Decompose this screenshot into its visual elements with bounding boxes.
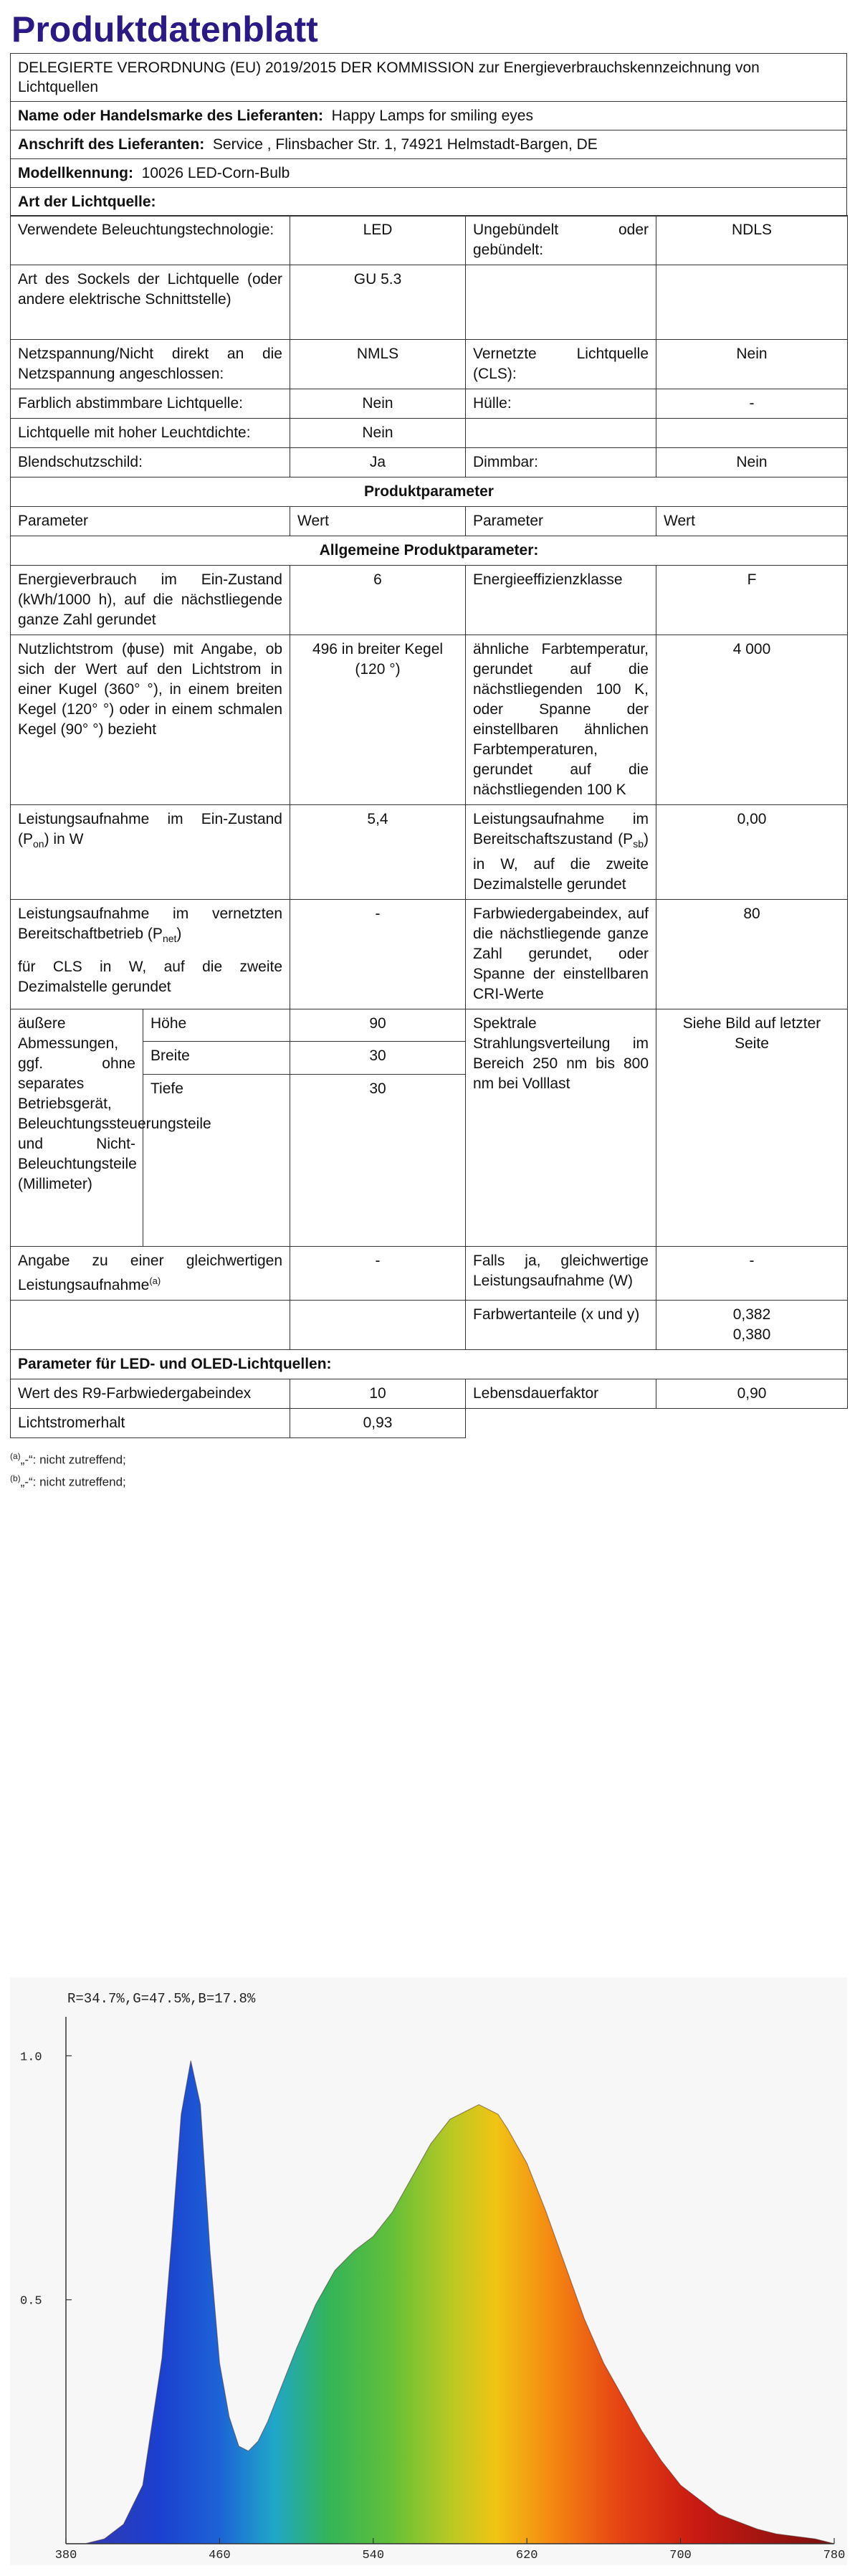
eff-class-value: F: [656, 566, 848, 635]
column-header-parameter: Parameter: [11, 507, 290, 536]
footnote-a-marker: (a): [10, 1450, 21, 1461]
x-tick-label: 700: [669, 2549, 692, 2562]
table-row: [11, 216, 848, 265]
dimmable-label: Dimmbar:: [466, 448, 656, 477]
table-row: [11, 389, 848, 419]
footnote-a: [10, 1447, 847, 1470]
pnet-value: -: [290, 899, 466, 1009]
flux-label: Nutzlichtstrom (ϕuse) mit Angabe, ob sich der Wert auf den Lichtstrom in einer Kugel (360° °), in einem breiten Kegel (120° °) oder in einem schmalen Kegel (90° °) bezieht: [11, 635, 290, 805]
equiv-label: [11, 1246, 290, 1300]
empty-cell: [290, 1300, 466, 1349]
footnote-b: [10, 1469, 847, 1492]
high-luminance-label: Lichtquelle mit hoher Leuchtdichte:: [11, 419, 290, 448]
pon-value: 5,4: [290, 805, 466, 899]
maintenance-label: Lichtstromerhalt: [11, 1408, 290, 1437]
socket-value: GU 5.3: [290, 265, 466, 340]
psb-label-text: Leistungsaufnahme im Bereitschaftszustand (P: [473, 811, 649, 848]
colour-tunable-label: Farblich abstimmbare Lichtquelle:: [11, 389, 290, 419]
model-label: Modellkennung:: [18, 165, 133, 181]
equiv-value: -: [290, 1246, 466, 1300]
width-label: Breite: [143, 1042, 290, 1075]
light-source-type-heading: Art der Lichtquelle:: [11, 187, 846, 216]
energy-value: 6: [290, 566, 466, 635]
page-title: Produktdatenblatt: [11, 9, 318, 49]
supplier-address-label: Anschrift des Lieferanten:: [18, 136, 205, 153]
maintenance-value: 0,93: [290, 1408, 466, 1437]
depth-value: 30: [290, 1074, 466, 1246]
eff-class-label: Energieeffizienzklasse: [466, 566, 656, 635]
equiv-if-yes-value: -: [656, 1246, 848, 1300]
mains-value: NMLS: [290, 340, 466, 389]
psb-label-end: ) in W, auf die zweite Dezimalstelle gerundet: [473, 831, 649, 893]
table-row: [11, 1300, 848, 1349]
socket-label: Art des Sockels der Lichtquelle (oder andere elektrische Schnittstelle): [11, 265, 290, 340]
table-row: [11, 566, 848, 635]
table-row: [11, 1009, 848, 1042]
flux-value: 496 in breiter Kegel (120 °): [290, 635, 466, 805]
equiv-label-text: Angabe zu einer gleichwertigen Leistungsaufnahme: [18, 1252, 282, 1293]
pnet-label: [11, 899, 290, 1009]
cls-value: Nein: [656, 340, 848, 389]
r9-label: Wert des R9-Farbwiedergabeindex: [11, 1379, 290, 1408]
survival-label: Lebensdauerfaktor: [466, 1379, 656, 1408]
product-datasheet: [10, 0, 847, 1492]
pnet-label-text: Leistungsaufnahme im vernetzten Bereitschaftbetrieb (P: [18, 905, 282, 942]
supplier-name-row: [11, 101, 846, 130]
led-params-heading: Parameter für LED- und OLED-Lichtquellen:: [11, 1349, 848, 1379]
envelope-label: Hülle:: [466, 389, 656, 419]
supplier-name-label: Name oder Handelsmarke des Lieferanten:: [18, 108, 323, 124]
product-params-heading: Produktparameter: [11, 477, 848, 507]
table-row: [11, 536, 848, 566]
tech-value: LED: [290, 216, 466, 265]
r9-value: 10: [290, 1379, 466, 1408]
mains-label: Netzspannung/Nicht direkt an die Netzspannung angeschlossen:: [11, 340, 290, 389]
high-luminance-value: Nein: [290, 419, 466, 448]
supplier-name-value: Happy Lamps for smiling eyes: [331, 108, 533, 124]
table-row: [11, 635, 848, 805]
pnet-label-end: ): [176, 925, 182, 942]
spd-value: Siehe Bild auf letzter Seite: [656, 1009, 848, 1246]
footnotes: [10, 1447, 847, 1492]
column-header-value: Wert: [290, 507, 466, 536]
empty-cell: [466, 265, 656, 340]
chroma-x: 0,382: [732, 1306, 771, 1323]
table-row: [11, 805, 848, 899]
psb-label: [466, 805, 656, 899]
x-tick-label: 620: [515, 2549, 538, 2562]
pon-label: [11, 805, 290, 899]
supplier-address-row: [11, 130, 846, 158]
x-tick-label: 540: [362, 2549, 385, 2562]
table-row: [11, 1246, 848, 1300]
spectral-distribution-chart: [10, 1977, 847, 2565]
width-value: 30: [290, 1042, 466, 1075]
tech-label: Verwendete Beleuchtungstechnologie:: [11, 216, 290, 265]
spectrum-svg: [10, 1977, 847, 2565]
cls-label: Vernetzte Lichtquelle (CLS):: [466, 340, 656, 389]
table-row: [11, 419, 848, 448]
x-tick-label: 380: [54, 2549, 77, 2562]
model-row: [11, 158, 846, 187]
parameter-table: [10, 215, 848, 1437]
empty-cell: [11, 1300, 290, 1349]
equiv-footnote-marker: (a): [149, 1275, 161, 1286]
psb-subscript: sb: [633, 838, 644, 850]
colour-tunable-value: Nein: [290, 389, 466, 419]
footnote-a-text: „-“: nicht zutreffend;: [20, 1453, 126, 1467]
equiv-if-yes-label: Falls ja, gleichwertige Leistungsaufnahme (W): [466, 1246, 656, 1300]
footnote-b-marker: (b): [10, 1473, 21, 1484]
column-header-value: Wert: [656, 507, 848, 536]
empty-cell: [656, 265, 848, 340]
dimmable-value: Nein: [656, 448, 848, 477]
cri-label: Farbwiedergabeindex, auf die nächstliegende ganze Zahl gerundet, oder Spanne der einstellbaren CRI-Werte: [466, 899, 656, 1009]
table-row: [11, 1349, 848, 1379]
chroma-label: Farbwertanteile (x und y): [466, 1300, 656, 1349]
table-row: [11, 477, 848, 507]
bundled-value: NDLS: [656, 216, 848, 265]
spd-label: Spektrale Strahlungsverteilung im Bereich 250 nm bis 800 nm bei Volllast: [466, 1009, 656, 1246]
table-row: [11, 265, 848, 340]
empty-cell: [656, 419, 848, 448]
cct-label: ähnliche Farbtemperatur, gerundet auf die nächstliegenden 100 K, oder Spanne der einstellbaren ähnlichen Farbtemperaturen, gerundet auf die nächstliegenden 100 K: [466, 635, 656, 805]
x-tick-label: 780: [823, 2549, 846, 2562]
bundled-label: Ungebündelt oder gebündelt:: [466, 216, 656, 265]
x-tick-label: 460: [209, 2549, 231, 2562]
column-header-parameter: Parameter: [466, 507, 656, 536]
pnet-label-second: für CLS in W, auf die zweite Dezimalstelle gerundet: [18, 958, 282, 995]
chart-title: R=34.7%,G=47.5%,B=17.8%: [67, 1991, 256, 2007]
table-row: [11, 340, 848, 389]
pon-label-text: Leistungsaufnahme im Ein-Zustand (P: [18, 811, 282, 848]
depth-label: Tiefe: [143, 1074, 290, 1246]
table-header-row: [11, 507, 848, 536]
survival-value: 0,90: [656, 1379, 848, 1408]
model-value: 10026 LED-Corn-Bulb: [141, 165, 290, 181]
supplier-block: [10, 53, 847, 217]
height-value: 90: [290, 1009, 466, 1042]
cri-value: 80: [656, 899, 848, 1009]
y-tick-label: 1.0: [20, 2050, 42, 2065]
pon-label-end: ) in W: [44, 831, 84, 848]
chroma-y: 0,380: [732, 1326, 771, 1343]
footnote-b-text: „-“: nicht zutreffend;: [20, 1475, 126, 1489]
antiglare-value: Ja: [290, 448, 466, 477]
psb-value: 0,00: [656, 805, 848, 899]
table-row: [11, 899, 848, 1009]
envelope-value: -: [656, 389, 848, 419]
y-tick-label: 0.5: [20, 2294, 42, 2309]
pnet-subscript: net: [162, 932, 177, 944]
antiglare-label: Blendschutzschild:: [11, 448, 290, 477]
dims-label: äußere Abmessungen, ggf. ohne separates Betriebsgerät, Beleuchtungssteuerungsteile und Nicht-Beleuchtungsteile (Millimeter): [11, 1009, 143, 1246]
regulation-text: DELEGIERTE VERORDNUNG (EU) 2019/2015 DER KOMMISSION zur Energieverbrauchskennzeichnung von Lichtquellen: [18, 60, 760, 95]
chroma-value: [656, 1300, 848, 1349]
energy-label: Energieverbrauch im Ein-Zustand (kWh/1000 h), auf die nächstliegende ganze Zahl gerundet: [11, 566, 290, 635]
general-params-heading: Allgemeine Produktparameter:: [11, 536, 848, 566]
supplier-address-value: Service , Flinsbacher Str. 1, 74921 Helmstadt-Bargen, DE: [212, 136, 598, 153]
table-row: [11, 1408, 848, 1437]
pon-subscript: on: [33, 838, 44, 850]
cct-value: 4 000: [656, 635, 848, 805]
empty-cell: [466, 1408, 848, 1437]
empty-cell: [466, 419, 656, 448]
table-row: [11, 448, 848, 477]
table-row: [11, 1379, 848, 1408]
height-label: Höhe: [143, 1009, 290, 1042]
